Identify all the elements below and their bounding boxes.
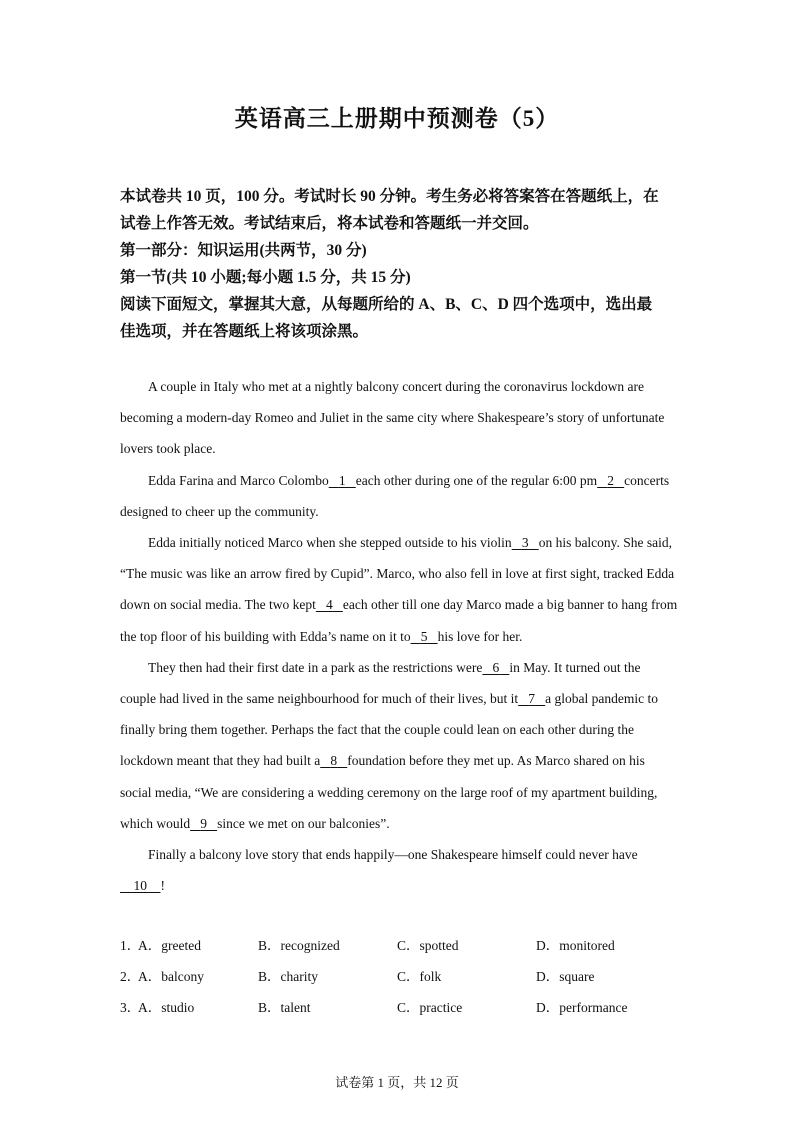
option-a: A．balcony <box>138 969 204 985</box>
passage-text: concerts designed to cheer up the community. <box>120 472 670 519</box>
passage-text: Finally a balcony love story that ends happily—one Shakespeare himself could never have <box>148 847 638 863</box>
directions-line-2: 佳选项，并在答题纸上将该项涂黑。 <box>120 323 369 340</box>
option-b: B．talent <box>258 1000 311 1016</box>
passage-paragraph-5 <box>120 839 678 901</box>
blank-4: 4 <box>325 597 333 613</box>
option-c: C．folk <box>397 969 442 985</box>
passage-text: ! <box>160 878 165 894</box>
option-c: C．spotted <box>397 938 459 953</box>
page-footer: 试卷第 1 页，共 12 页 <box>335 1075 459 1090</box>
question-row <box>120 930 678 961</box>
passage-text: on his balcony. She said, “The music was like an arrow fired by Cupid”. Marco, who also fell in love at first sight, tracked Edda down on social media. The two kept <box>120 535 675 613</box>
page-title: 英语高三上册期中预测卷（5） <box>234 106 560 131</box>
option-a: A．greeted <box>138 938 201 953</box>
blank-10: 10 <box>133 878 147 894</box>
blank-5: 5 <box>420 628 428 644</box>
blank-6: 6 <box>492 659 500 675</box>
option-b: B．charity <box>258 969 318 985</box>
question-row <box>120 961 678 992</box>
reading-passage <box>120 371 678 901</box>
passage-text: in May. It turned out the couple had lived in the same neighbourhood for much of their lives, but it <box>120 659 641 707</box>
blank-8: 8 <box>330 753 338 769</box>
blank-2: 2 <box>607 472 615 488</box>
exam-instructions <box>120 183 678 345</box>
passage-text: a global pandemic to finally bring them together. Perhaps the fact that the couple could lean on each other during the lockdown meant that they had built a <box>120 691 659 769</box>
instruction-line-2: 试卷上作答无效。考试结束后，将本试卷和答题纸一并交回。 <box>120 215 539 232</box>
passage-text: each other till one day Marco made a big banner to hang from the top floor of his building with Edda’s name on it to <box>120 597 678 644</box>
option-b: B．recognized <box>258 938 340 953</box>
passage-text: Edda Farina and Marco Colombo <box>148 472 329 488</box>
question-number: 1． <box>120 938 141 953</box>
passage-text: A couple in Italy who met at a nightly balcony concert during the coronavirus lockdown are becoming a modern-day Romeo and Juliet in the same city where Shakespeare’s story of unfortunate lovers took place. <box>120 379 665 457</box>
question-options <box>120 930 678 1024</box>
option-a: A．studio <box>138 1000 195 1016</box>
question-number: 3． <box>120 1000 141 1016</box>
passage-paragraph-2 <box>120 465 678 527</box>
passage-text: Edda initially noticed Marco when she stepped outside to his violin <box>148 535 512 551</box>
section-heading: 第一节(共 10 小题;每小题 1.5 分，共 15 分) <box>120 269 411 286</box>
blank-7: 7 <box>528 691 536 707</box>
blank-1: 1 <box>338 472 346 488</box>
blank-9: 9 <box>200 815 207 831</box>
passage-text: foundation before they met up. As Marco shared on his social media, “We are considering a wedding ceremony on the large roof of my apartment building, which would <box>120 753 658 831</box>
passage-text: They then had their first date in a park as the restrictions were <box>148 659 483 675</box>
instruction-line-1: 本试卷共 10 页，100 分。考试时长 90 分钟。考生务必将答案答在答题纸上，在 <box>120 188 659 205</box>
passage-text: each other during one of the regular 6:00 pm <box>355 472 598 488</box>
passage-paragraph-1 <box>120 371 678 465</box>
question-row <box>120 992 678 1023</box>
option-d: D．performance <box>536 1000 628 1016</box>
passage-paragraph-4 <box>120 652 678 839</box>
passage-text: his love for her. <box>437 628 523 644</box>
option-c: C．practice <box>397 1000 463 1016</box>
blank-3: 3 <box>521 535 529 551</box>
part-heading: 第一部分：知识运用(共两节，30 分) <box>120 242 367 259</box>
directions-line-1: 阅读下面短文，掌握其大意，从每题所给的 A、B、C、D 四个选项中，选出最 <box>120 296 653 313</box>
question-number: 2． <box>120 969 141 985</box>
passage-paragraph-3 <box>120 527 678 652</box>
passage-text: since we met on our balconies”. <box>217 815 390 831</box>
option-d: D．monitored <box>536 938 615 953</box>
option-d: D．square <box>536 969 595 985</box>
